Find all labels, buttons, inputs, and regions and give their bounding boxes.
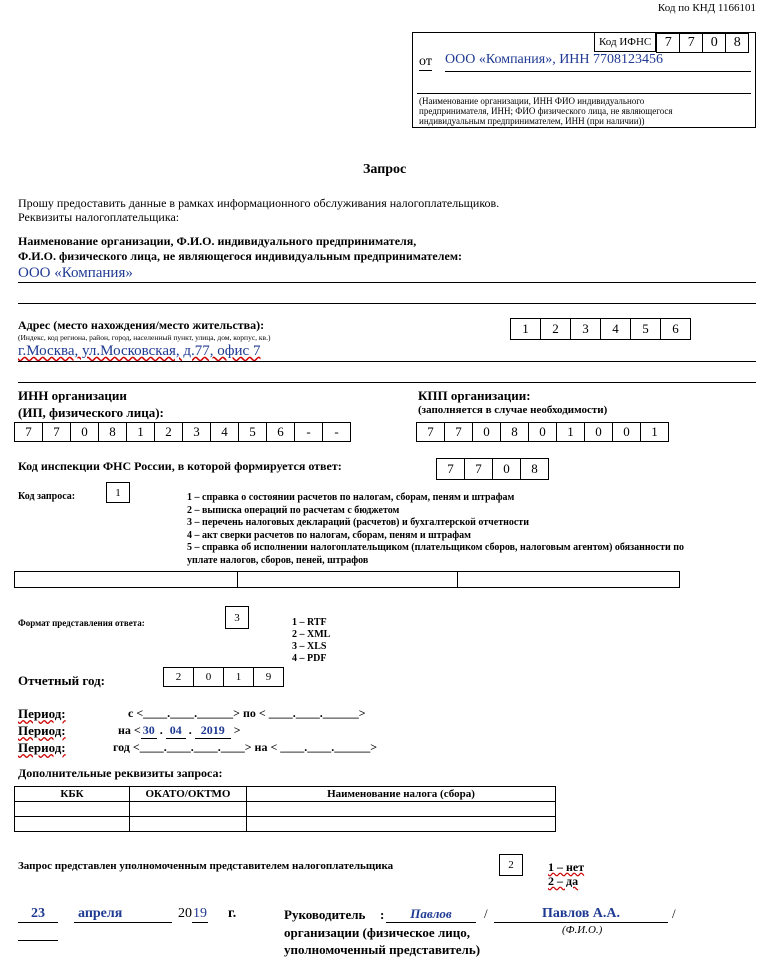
year-cells[interactable] [163, 667, 284, 687]
index-digit-5[interactable]: 5 [630, 318, 661, 340]
representative-opt-2: 2 – да [548, 874, 579, 888]
index-digit-3[interactable]: 3 [570, 318, 601, 340]
address-value[interactable] [18, 343, 260, 360]
col-kbk: КБК [15, 787, 130, 802]
request-code-box[interactable]: 1 [106, 482, 130, 503]
request-code-option-3: 3 – перечень налоговых деклараций (расчетов) и бухгалтерской отчетности [187, 517, 529, 528]
inn-digit-3[interactable]: 0 [70, 422, 99, 442]
col-tax-name: Наименование налога (сбора) [247, 787, 556, 802]
period-range-row[interactable]: с <____.____.______> по < ____.____.______> [128, 706, 366, 720]
org-label-2: уполномоченный представитель) [284, 942, 481, 957]
ifns-digit-4[interactable]: 8 [725, 33, 749, 53]
format-box[interactable]: 3 [225, 606, 249, 629]
inspection-digit-4[interactable]: 8 [520, 458, 549, 480]
kpp-digit-5[interactable]: 0 [528, 422, 557, 442]
extra-table[interactable] [14, 786, 556, 832]
signature-value[interactable]: Павлов [386, 906, 476, 923]
inspection-code-cells[interactable] [436, 458, 549, 480]
inspection-digit-1[interactable]: 7 [436, 458, 465, 480]
postal-index[interactable] [510, 318, 691, 340]
name-label-1: Наименование организации, Ф.И.О. индивидуального предпринимателя, [18, 234, 417, 248]
kpp-label: КПП организации: [418, 388, 531, 403]
recipient-note-1: (Наименование организации, ИНН ФИО индивидуального [419, 96, 645, 106]
period-year: 2019 [195, 723, 231, 739]
ifns-code [594, 33, 749, 53]
inn-label-2: (ИП, физического лица): [18, 405, 164, 420]
request-code-option-6: уплате налогов, сборов, пеней, штрафов [187, 554, 369, 566]
format-options [292, 617, 330, 665]
request-code-option-1: 1 – справка о состоянии расчетов по налогам, сборам, пеням и штрафам [187, 492, 515, 503]
year-digit-1[interactable]: 2 [163, 667, 194, 687]
signature-year-prefix: 20 [178, 906, 192, 921]
fio-value[interactable]: Павлов А.А. [494, 906, 668, 923]
address-hint: (Индекс, код региона, район, город, населенный пункт, улица, дом, корпус, кв.) [18, 333, 271, 342]
period-month: 04 [166, 723, 186, 739]
kpp-hint: (заполняется в случае необходимости) [418, 404, 608, 416]
year-digit-3[interactable]: 1 [223, 667, 254, 687]
period-day: 30 [142, 723, 155, 737]
request-code-options [187, 492, 684, 567]
period-label-3: Период: [18, 740, 66, 755]
inn-digit-12[interactable]: - [322, 422, 351, 442]
inn-cells[interactable] [14, 422, 351, 442]
intro-text: Прошу предоставить данные в рамках информационного обслуживания налогоплательщиков. [18, 196, 500, 210]
index-digit-6[interactable]: 6 [660, 318, 691, 340]
index-digit-2[interactable]: 2 [540, 318, 571, 340]
year-digit-4[interactable]: 9 [253, 667, 284, 687]
request-code-label: Код запроса: [18, 491, 76, 502]
inn-digit-8[interactable]: 4 [210, 422, 239, 442]
index-digit-4[interactable]: 4 [600, 318, 631, 340]
fio-hint: (Ф.И.О.) [562, 924, 603, 936]
inspection-label: Код инспекции ФНС России, в которой формируется ответ: [18, 459, 342, 473]
inspection-digit-2[interactable]: 7 [464, 458, 493, 480]
year-label: Отчетный год: [18, 673, 105, 688]
request-code-option-2: 2 – выписка операций по расчетам с бюджетом [187, 504, 400, 516]
recipient-note-2: предпринимателя, ИНН; ФИО физического лица, не являющегося [419, 106, 673, 116]
representative-box[interactable]: 2 [499, 854, 523, 876]
inn-digit-4[interactable]: 8 [98, 422, 127, 442]
signature-day[interactable]: 23 [18, 906, 58, 923]
request-code-input-row[interactable] [14, 571, 680, 588]
period-label-1: Период: [18, 706, 66, 721]
from-value[interactable]: ООО «Компания», ИНН 7708123456 [445, 52, 664, 67]
from-label: от [419, 54, 432, 69]
ifns-digit-2[interactable]: 7 [679, 33, 703, 53]
ifns-digit-1[interactable]: 7 [656, 33, 680, 53]
kpp-digit-6[interactable]: 1 [556, 422, 585, 442]
format-option-1: 1 – RTF [292, 617, 327, 628]
inn-digit-6[interactable]: 2 [154, 422, 183, 442]
inspection-digit-3[interactable]: 0 [492, 458, 521, 480]
kpp-digit-8[interactable]: 0 [612, 422, 641, 442]
kpp-cells[interactable] [416, 422, 669, 442]
kpp-digit-7[interactable]: 0 [584, 422, 613, 442]
request-code-option-4: 4 – акт сверки расчетов по налогам, сборам, пеням и штрафам [187, 529, 471, 541]
inn-digit-7[interactable]: 3 [182, 422, 211, 442]
taxpayer-name-value[interactable]: ООО «Компания» [18, 265, 133, 281]
index-digit-1[interactable]: 1 [510, 318, 541, 340]
format-option-3: 3 – XLS [292, 641, 327, 652]
signature-year[interactable]: 19 [193, 906, 207, 921]
kpp-digit-9[interactable]: 1 [640, 422, 669, 442]
signature-year-unit: г. [228, 906, 237, 921]
recipient-box [412, 32, 756, 128]
address-label: Адрес (место нахождения/место жительства): [18, 318, 265, 332]
page-title: Запрос [363, 162, 407, 177]
extra-label: Дополнительные реквизиты запроса: [18, 766, 223, 780]
format-option-4: 4 – PDF [292, 653, 327, 664]
period-date-row[interactable]: на < 30 . 04 . 2019 > [118, 723, 241, 737]
org-label-1: организации (физическое лицо, [284, 925, 470, 940]
signature-month[interactable]: апреля [74, 906, 172, 923]
kpp-digit-2[interactable]: 7 [444, 422, 473, 442]
representative-opt-1: 1 – нет [548, 860, 585, 874]
inn-digit-9[interactable]: 5 [238, 422, 267, 442]
period-label-2: Период: [18, 723, 66, 738]
representative-label: Запрос представлен уполномоченным представителем налогоплательщика [18, 860, 394, 872]
kpp-digit-1[interactable]: 7 [416, 422, 445, 442]
inn-digit-5[interactable]: 1 [126, 422, 155, 442]
name-label-2: Ф.И.О. физического лица, не являющегося индивидуальным предпринимателем: [18, 249, 462, 263]
address-value-text: г.Москва, ул.Московская, д.77, офис 7 [18, 343, 261, 359]
kpp-digit-3[interactable]: 0 [472, 422, 501, 442]
inn-label: ИНН организации [18, 388, 127, 403]
col-okato: ОКАТО/ОКТМО [130, 787, 247, 802]
inn-digit-10[interactable]: 6 [266, 422, 295, 442]
format-label: Формат представления ответа: [18, 618, 145, 628]
year-digit-2[interactable]: 0 [193, 667, 224, 687]
inn-digit-11[interactable]: - [294, 422, 323, 442]
knd-code: Код по КНД 1166101 [657, 2, 756, 14]
format-option-2: 2 – XML [292, 629, 331, 640]
period-year-row[interactable]: год <____.____.____.____> на < ____.____.______> [113, 740, 378, 754]
head-label: Руководитель [284, 907, 366, 922]
period-date-prefix: на < [118, 723, 141, 737]
inn-digit-1[interactable]: 7 [14, 422, 43, 442]
kpp-digit-4[interactable]: 8 [500, 422, 529, 442]
period-date-suffix: > [233, 723, 241, 737]
recipient-note-3: индивидуальным предпринимателем, ИНН (при наличии)) [419, 116, 645, 126]
ifns-digit-3[interactable]: 0 [702, 33, 726, 53]
inn-digit-2[interactable]: 7 [42, 422, 71, 442]
ifns-label: Код ИФНС [594, 33, 656, 52]
request-code-option-5: 5 – справка об исполнении налогоплательщиком (плательщиком сборов, налоговым агентом) обязанности по [187, 542, 684, 553]
intro-requisites: Реквизиты налогоплательщика: [18, 210, 180, 224]
